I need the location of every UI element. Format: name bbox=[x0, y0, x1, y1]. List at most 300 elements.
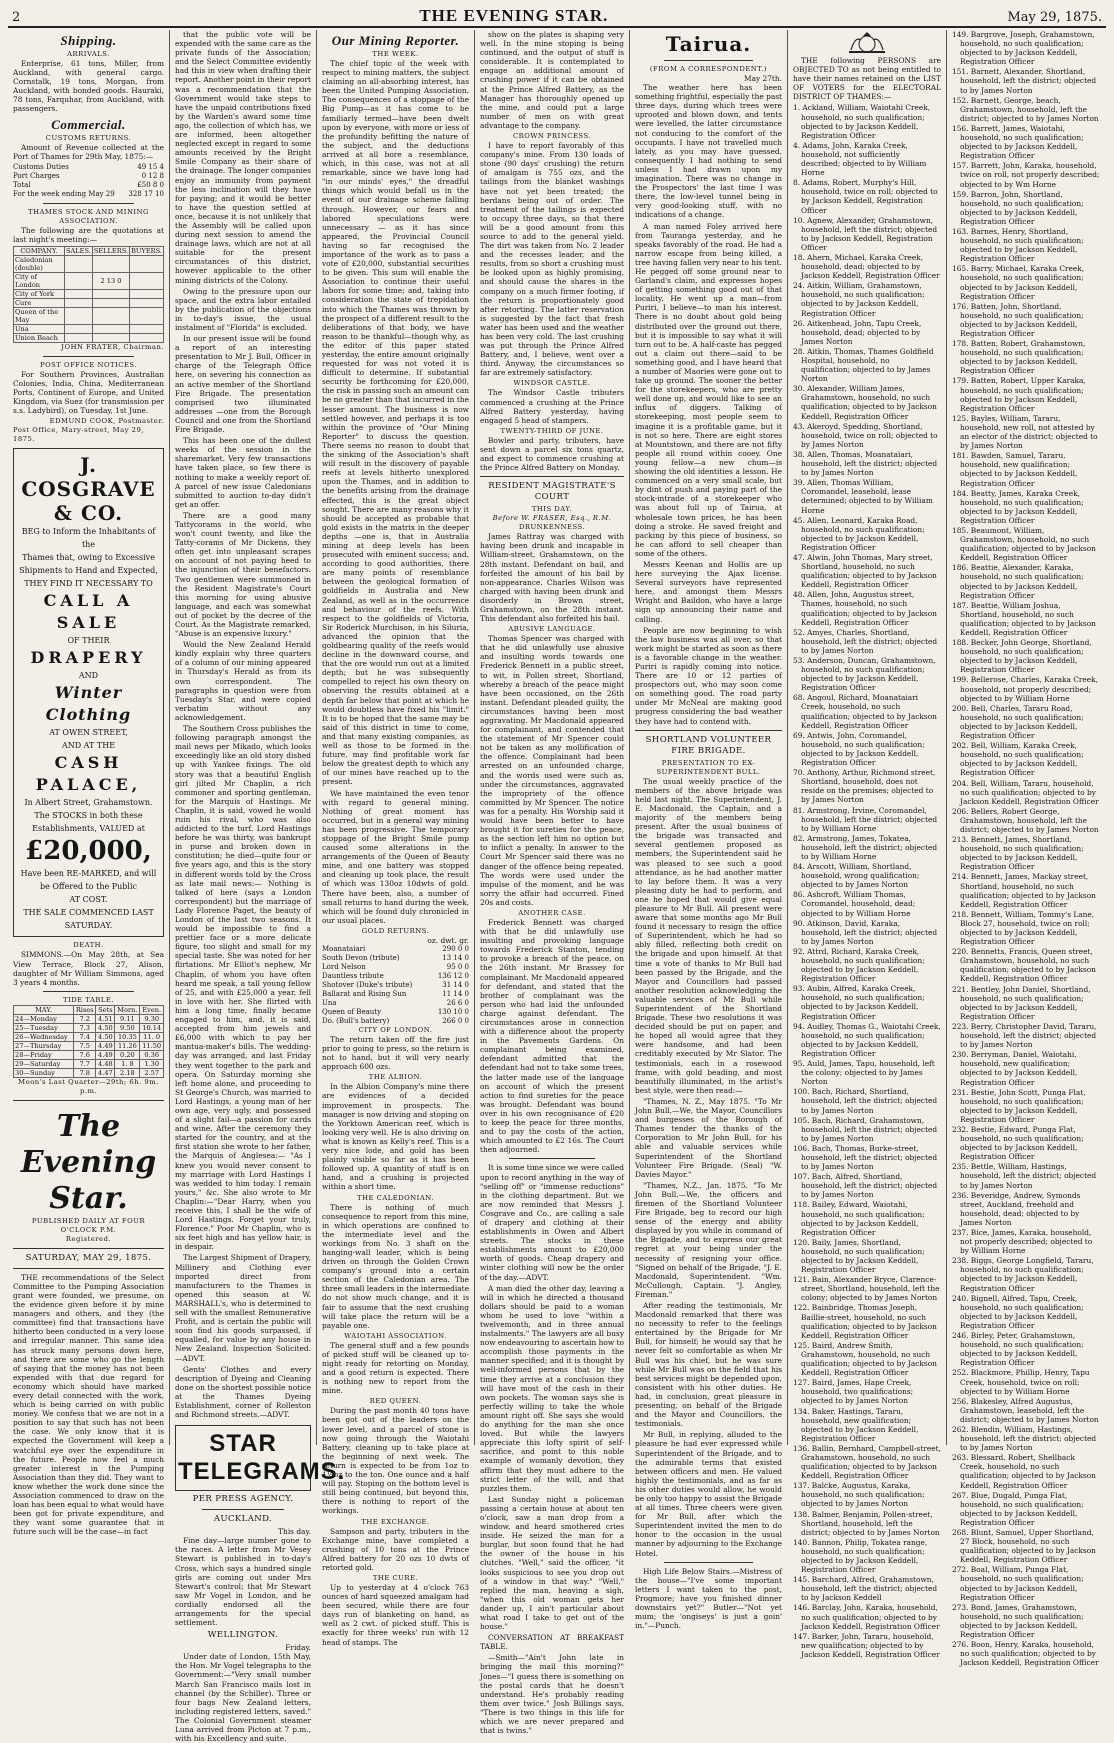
table-row bbox=[14, 255, 164, 272]
ad-line: AND AT THE bbox=[61, 741, 116, 751]
masthead bbox=[8, 6, 1106, 28]
list-item: 185. Beaumont, William, Grahamstown, household, no such qualification; objected to by Jackson Keddell, Registration Officer bbox=[952, 525, 1096, 563]
court-magistrate: Before W. FRASER, Esq., R.M. bbox=[492, 514, 612, 523]
death-heading: DEATH. bbox=[73, 941, 104, 950]
table-cell bbox=[92, 333, 129, 342]
table-cell: 2.18 bbox=[115, 1068, 140, 1077]
table-cell: Do. (Bull's battery) bbox=[322, 1017, 390, 1025]
table-cell: 25—Tuesday bbox=[14, 1023, 74, 1032]
list-item: 30. Alexander, William James, Grahamstown, household, no such qualification; objected to by Jackson Keddell, Registration Officer bbox=[793, 384, 937, 421]
list-item: 256. Blakesley, Alfred Augustus, Grahamstown, leasehold, left the district; objected to by James Norton bbox=[952, 1396, 1099, 1424]
table-cell: 11 14 0 bbox=[442, 990, 469, 998]
moon-phase: Moon's Last Quarter—29th; 6h. 9m. p.m. bbox=[18, 1077, 159, 1095]
table-row bbox=[322, 1017, 469, 1026]
table-cell: 13 14 0 bbox=[442, 954, 469, 962]
article-paragraph: There are a good many Tattycorams in the world, who won't count twenty, and like the Tatty-corams of Mr Dickens, they often get into unpleasant scrapes on account of not paying heed to the injunction of their benefactors. Two gentlemen were summoned in the Resident Magistrate's Court this morning for using abusive language, and each was somewhat out of pocket by the decree of the Court. As the Magistrate remarked, "Abuse is an expensive luxury." bbox=[175, 510, 311, 639]
article-paragraph: Mr Bull, in replying, alluded to the pleasure he had ever expressed while Superintendent of the Brigade, and to the admirable terms that existed between officers and men. He valued highly the testimonials, and as far as his other duties would allow, he would be only too happy to assist the Brigade at all times. Three cheers were given for Mr Bull, after which the Superintendent invited the men to do honor to the occasion in the usual manner by adjourning to the Exchange Hotel. bbox=[635, 1430, 782, 1558]
table-cell: 0.36 bbox=[140, 1050, 164, 1059]
table-row bbox=[13, 190, 164, 199]
list-item: 202. Bell, William, Karaka Creek, household, no such qualification; objected to by Jackson Keddell, Registration Officer bbox=[952, 741, 1084, 778]
list-item: 82. Armstrong, James, Tokatea, household, left the district; objected to by William Horne bbox=[793, 833, 938, 861]
table-cell: 27—Thursday bbox=[14, 1041, 74, 1050]
divider bbox=[13, 1248, 164, 1249]
arrivals-heading: ARRIVALS. bbox=[67, 50, 110, 58]
table-cell: 11. 0 bbox=[140, 1032, 164, 1041]
paper-published: PUBLISHED DAILY AT FOUR O'CLOCK P.M. bbox=[31, 1216, 146, 1234]
table-cell bbox=[92, 324, 129, 333]
table-cell: Una bbox=[14, 324, 65, 333]
week-heading: THE WEEK. bbox=[372, 50, 419, 58]
table-cell bbox=[64, 298, 92, 307]
list-item: 10. Agnew, Alexander, Grahamstown, household, left the district; objected to by Jackson Keddell, Registration Officer bbox=[793, 215, 938, 252]
table-cell: 4.50 bbox=[96, 1032, 115, 1041]
table-cell: 4.48 bbox=[96, 1059, 115, 1068]
wellington-text: Under date of London, 15th May, the Hon. Mr Vogel telegraphs to the Government:—"Very small number March San Francisco mails lost in channel (by the Schiller). Three or four bags New Zealand letters, including registered letters, saved." The Colonial Government steamer Luna arrived from Picton at 7 p.m., with his Excellency and suite. bbox=[175, 1652, 311, 1743]
table-row bbox=[322, 990, 469, 999]
table-cell bbox=[130, 307, 164, 324]
fire-brigade-heading: SHORTLAND VOLUNTEER FIRE BRIGADE. bbox=[645, 734, 772, 756]
table-cell: Cure bbox=[14, 298, 65, 307]
table-row bbox=[13, 172, 164, 181]
list-item: 145. Barchard, Alfred, Grahamstown, household, left the district; objected to by Jackson Keddell bbox=[793, 1575, 938, 1603]
table-cell: 95 0 0 bbox=[446, 963, 469, 971]
ad-line: THEY FIND IT NECESSARY TO bbox=[24, 579, 153, 589]
list-item: 200. Bell, Charles, Tararu Road, household, no such qualification; objected to by Jackson Keddell, Registration Officer bbox=[952, 703, 1084, 741]
list-item: 221. Bentley, John Daniel, Shortland, household, no such qualification; objected to by Jackson Keddell, Registration Officer bbox=[952, 984, 1091, 1021]
table-cell: 4.47 bbox=[96, 1068, 115, 1077]
table-row bbox=[14, 289, 164, 298]
table-cell: Caledonian (double) bbox=[14, 255, 65, 272]
table-cell: 31 14 0 bbox=[442, 981, 469, 989]
table-row bbox=[322, 963, 469, 972]
table-cell: Lord Nelson bbox=[322, 963, 366, 971]
list-item: 236. Beveridge, Andrew, Symonds street, Auckland, freehold and household, dead; objected to by James Norton bbox=[952, 1190, 1081, 1227]
column-header: Sets bbox=[96, 1005, 115, 1014]
divider bbox=[43, 356, 134, 357]
wellington-heading: WELLINGTON. bbox=[207, 1630, 279, 1641]
list-item: 84. Arscott, William, Shortland, household, wrong qualification; objected to by James Norton bbox=[793, 862, 920, 890]
table-row bbox=[14, 1068, 164, 1077]
auckland-dateline: This day. bbox=[278, 1527, 311, 1537]
stock-heading: THAMES STOCK AND MINING ASSOCIATION. bbox=[28, 207, 149, 225]
list-item: 230. Berryman, Daniel, Waiotahi, household, new qualification; objected to by Jackson Keddell, Registration Officer bbox=[952, 1050, 1078, 1087]
column-5 bbox=[630, 30, 788, 1631]
list-item: 52. Amyes, Charles, Shortland, household, left the district; objected to by James Norton bbox=[793, 627, 938, 655]
table-row bbox=[14, 272, 164, 289]
table-cell bbox=[64, 272, 92, 289]
stock-intro: The following are the quotations at last night's meeting:— bbox=[13, 225, 164, 244]
section-heading: RED QUEEN. bbox=[369, 1397, 422, 1406]
list-item: 206. Bellers, Robert George, Grahamstown, household, left the district; objected to by James Norton bbox=[952, 806, 1099, 834]
case-heading: ANOTHER CASE. bbox=[518, 908, 586, 917]
list-item: 149. Bargrove, Joseph, Grahamstown, household, no such qualification; objected to by Jackson Keddell, Registration Officer bbox=[952, 30, 1095, 67]
case-heading: DRUNKENNESS. bbox=[518, 523, 586, 532]
tide-table bbox=[13, 1005, 164, 1078]
list-item: 184. Beatty, James, Karaka Creek, household, no such qualification; objected to by Jackson Keddell, Registration Officer bbox=[952, 488, 1084, 525]
table-cell: 7.8 bbox=[74, 1068, 96, 1077]
table-cell: 9.11 bbox=[115, 1014, 140, 1023]
table-cell: 136 12 0 bbox=[437, 972, 469, 980]
section-heading: TWENTY-THIRD OF JUNE. bbox=[500, 426, 604, 435]
ad-line: In Albert Street, Grahamstown. bbox=[24, 798, 153, 808]
list-item: 147. Barker, John, Tararu, household, new qualification; objected to by Jackson Keddell, Registration Officer bbox=[793, 1631, 940, 1659]
royal-crest-icon bbox=[845, 32, 889, 54]
table-cell: 26 6 0 bbox=[446, 999, 469, 1007]
list-item: 100. Bach, Richard, Shortland, household, left the district; objected to by James Norton bbox=[793, 1087, 938, 1115]
list-item: 122. Bainbridge, Thomas Joseph, Baillie-street, household, no such qualification; objected to by Jackson Keddell, Registration Officer bbox=[793, 1303, 937, 1340]
list-item: 232. Bestie, Edward, Punga Flat, household, no such qualification; objected to by Jackson Keddell, Registration Officer bbox=[952, 1124, 1084, 1162]
column-header: SALES. bbox=[65, 246, 91, 255]
table-cell: 30—Sunday bbox=[14, 1068, 74, 1077]
article-paragraph: Frederick Bennett was charged with that he did unlawfully use insulting and provoking language towards Frederick Stanton, tending to provoke a breach of the peace, on the 26th instant. Mr Brassey for complainant. Mr Macdonald appeared for defendant, and stated that the brother of complainant was the person who had laid the unfounded charge against defendant. The circumstances arose in connection with a difference about the property in the Pavements Gardens. On complainant being examined, defendant admitted that the defendant had not to take some trees, the latter made use of the language on account of which the present action to find sureties for the peace was brought. Defendant was bound over in his own recognisance of £20 to keep the peace for three months, and to pay the costs of the action, which amounted to £2 16s. The Court then adjourned. bbox=[480, 917, 624, 1155]
article-paragraph: A man died the other day, leaving a will in which he directed a thousand dollars should be paid to a woman whom he used to love "within a twelvemonth, and in three annual instalments." The lawyers are all busy now endeavouring to ascertain how to accomplish those payments in the manner specified; and it is thought by well-informed persons that by the time they arrive at a conclusion they will have most of the cash in their own pockets. The woman says she is perfectly willing to take the whole amount right off. She says she would do anything for the man she once loved. But while the lawyers appreciate this lofty spirit of self-sacrifice, and point to this noble example of womanly devotion, they affirm that they must adhere to the strict letter of the will, and that puzzles them. bbox=[480, 1283, 624, 1493]
list-item: 4. Adams, John, Karaka Creek, household, not sufficiently described; objected to by William Horne bbox=[793, 140, 927, 178]
list-item: 136. Ballin, Bernhard, Campbell-street, Grahamstown, household, no such qualification; objected to by Jackson Keddell, Registration Officer bbox=[793, 1443, 941, 1481]
table-cell: South Devon (tribute) bbox=[322, 954, 400, 962]
table-row bbox=[13, 181, 164, 190]
list-item: 223. Berry, Christopher David, Tararu, household, left the district; objected to by James Norton bbox=[952, 1021, 1097, 1050]
table-cell bbox=[92, 307, 129, 324]
shipping-heading: Shipping. bbox=[60, 33, 117, 48]
post-heading: POST OFFICE NOTICES. bbox=[40, 360, 137, 369]
table-cell: 4.49 bbox=[96, 1050, 115, 1059]
list-item: 38. Allen, Thomas, Moanataiari, household, left the district; objected to by James Norton bbox=[793, 449, 938, 478]
table-cell bbox=[92, 255, 129, 272]
table-cell bbox=[92, 298, 129, 307]
column-7 bbox=[947, 30, 1106, 1668]
table-row bbox=[322, 954, 469, 963]
table-cell: 28—Friday bbox=[14, 1050, 74, 1059]
article-paragraph: The weather here has been something frightful, especially the past three days, during which trees were uprooted and blown down, and tents were levelled, the latter circumstance not conducing to the comfort of the occupants. I have not travelled much lately, as you may have guessed, consequently I had nothing to send unless I had drawn upon my imagination. There was no change in the Prospectors' the last time I was there, the low-level tunnel being in very good-looking stuff, with no indications of a change. bbox=[635, 83, 782, 220]
table-row bbox=[14, 1041, 164, 1050]
divider bbox=[202, 1509, 284, 1510]
columns bbox=[8, 30, 1106, 1743]
list-item: 106. Bach, Thomas, Burke-street, household, left the district; objected to by James Norton bbox=[793, 1143, 938, 1172]
list-item: 240. Bignell, Alfred, Tapu, Creek, household, no such qualification; objected to by Jackson Keddell, Registration Officer bbox=[952, 1293, 1084, 1330]
court-heading: RESIDENT MAGISTRATE'S COURT bbox=[488, 481, 616, 503]
masthead-title: THE EVENING STAR. bbox=[419, 6, 609, 25]
list-item: 237. Bice, James, Karaka, household, not properly described; objected to by William Horne bbox=[952, 1228, 1093, 1256]
table-cell: 11.26 bbox=[115, 1041, 140, 1050]
table-cell: 11.50 bbox=[140, 1041, 164, 1050]
table-cell bbox=[130, 272, 164, 289]
article-paragraph: High Life Below Stairs.—Mistress of the house—"I've some important letters I want taken to the post, Progmore; have you finished dinner downstairs yet?" Butler—"Not yet mum; the 'ongiseys' is just a goin' in."—Punch. bbox=[635, 1566, 782, 1631]
column-6 bbox=[788, 30, 947, 1659]
ad-line: DRAPERY bbox=[30, 648, 147, 668]
stock-table bbox=[13, 246, 164, 343]
list-item: 48. Allen, John, Augustus street, Thames, household, no such qualification; objected to by Jackson Keddell, Registration Officer bbox=[793, 590, 937, 627]
list-item: 178. Batten, Robert, Grahamstown, household, no such qualification; objected to by Jackson Keddell, Registration Officer bbox=[952, 339, 1086, 376]
table-cell: 4.51 bbox=[96, 1014, 115, 1023]
article-paragraph: The general stuff and a few pounds of picked stuff will be cleaned up to-night ready for retorting on Monday, and a good return is expected. There is nothing new to report from the mine. bbox=[322, 1340, 469, 1396]
presentation-heading: PRESENTATION TO EX-SUPERINTENDENT BULL. bbox=[656, 758, 761, 776]
tide-heading: TIDE TABLE. bbox=[63, 995, 114, 1004]
table-cell bbox=[64, 289, 92, 298]
list-item: 220. Bennetts, Francis, Queen street, Grahamstown, household, no such qualification; objected to by Jackson Keddell, Registration Officer bbox=[952, 947, 1096, 984]
list-item: 159. Barron, John, Shortland, household, no such qualification; objected to by Jackson Keddell, Registration Officer bbox=[952, 189, 1084, 226]
list-item: 214. Bennett, James, Mackay street, Shortland, household, no such qualification; objected to by Jackson Keddell, Registration Officer bbox=[952, 872, 1096, 909]
case-heading: ABUSIVE LANGUAGE. bbox=[508, 625, 596, 634]
customs-value: £50 8 0 bbox=[137, 180, 164, 189]
table-cell: Queen of Beauty bbox=[322, 1008, 382, 1016]
customs-value: 0 12 8 bbox=[141, 171, 164, 180]
table-cell: 7.3 bbox=[74, 1023, 96, 1032]
gold-returns-table bbox=[322, 945, 469, 1026]
list-item: 213. Bennett, James, Shortland, household, no such qualification; objected to by Jackson Keddell, Registration Officer bbox=[952, 835, 1084, 872]
table-cell bbox=[130, 255, 164, 272]
press-agency-subheading: PER PRESS AGENCY. bbox=[192, 1494, 294, 1505]
list-item: 28. Aitkin, Thomas, Thames Goldfield Hospital, household, no qualification; objected to by James Norton bbox=[793, 346, 934, 384]
table-cell bbox=[130, 324, 164, 333]
ad-line: CALL A SALE bbox=[43, 591, 134, 633]
tairua-heading: Tairua. bbox=[665, 32, 752, 56]
list-item: 90. Atkinson, David, Karaka, household, left the district; objected to by James Norton bbox=[793, 918, 938, 946]
article-paragraph: CONVERSATION AT BREAKFAST TABLE. bbox=[480, 1633, 624, 1652]
advertisement-paragraph: Gents' Clothes and every description of Dyeing and Cleaning done on the shortest possible notice at the Thames Dyeing Establishment, corner of Rolleston and Richmond streets.—ADVT. bbox=[175, 1364, 311, 1420]
ad-line: £20,000, bbox=[25, 836, 152, 867]
table-cell: Moanataiari bbox=[322, 945, 366, 953]
stock-signature: JOHN FRATER, Chairman. bbox=[61, 342, 164, 351]
table-cell: City of York bbox=[14, 289, 65, 298]
column-header: SELLERS. bbox=[93, 246, 129, 255]
section-heading: CITY OF LONDON. bbox=[358, 1026, 433, 1034]
table-cell: Dauntless tribute bbox=[322, 972, 384, 980]
article-paragraph: "Thames, N. Z., May 1875. "To Mr John Bull,—We, the Mayor, Councillors and burgesses of the Borough of Thames tender the thanks of the Corporation to Mr John Bull, for his able and valuable services while Superintendent of the Shortland Volunteer Fire Brigade. (Seal) "W. Davies Mayor." bbox=[635, 1096, 782, 1179]
list-item: 39. Allen, Thomas William, Coromandel, leasehold, lease determined; objected to by William Horne bbox=[793, 478, 933, 515]
list-item: 238. Biggs, George Longfield, Tararu, household, no such qualification; objected to by Jackson Keddell, Registration Officer bbox=[952, 1256, 1094, 1293]
table-cell: 4.50 bbox=[96, 1023, 115, 1032]
table-row bbox=[13, 163, 164, 172]
objections-intro: THE following PERSONS are OBJECTED TO as not being entitled to have their names retained on the LIST OF VOTERS for the ELECTORAL DISTRICT OF THAMES:— bbox=[793, 56, 941, 102]
death-text: SIMMONS.—On May 28th, at Sea View Terrace, Block 27, Alison, daughter of Mr William Simmons, aged 3 years 4 months. bbox=[13, 950, 164, 987]
divider bbox=[664, 60, 752, 61]
table-cell: 1. 8 bbox=[115, 1059, 140, 1068]
article-paragraph: After reading the testimonials, Mr Macdonald remarked that there was no necessity to refer to the feelings entertained by the Brigade for Mr Bull, for himself; he would say that he never felt so comfortable as when Mr Bull was his chief, but he was sure while Mr Bull was on the field that his best services might be depended upon, consistent with his other duties. He had, in conclusion, great pleasure in presenting, on behalf of the Brigade and the Mayor and Councillors, the testimonials. bbox=[635, 1301, 782, 1429]
table-cell: Queen of the May bbox=[14, 307, 65, 324]
auckland-heading: AUCKLAND. bbox=[213, 1514, 273, 1525]
table-cell: 29—Saturday bbox=[14, 1059, 74, 1068]
list-item: 218. Bennett, William, Tommy's Lane, Block 27, household, twice on roll; objected to by Jackson Keddell, Registration Officer bbox=[952, 909, 1095, 947]
list-item: 246. Birley, Peter, Grahamstown, household, no such qualification; objected to by Jackson Keddell, Registration Officer bbox=[952, 1331, 1084, 1368]
divider bbox=[664, 1562, 752, 1563]
article-paragraph: In the Albion Company's mine there are evidences of a decided improvement in prospects. The manager is now driving and stoping on the Yorktown American reef, which is looking very well. He is also driving on what is known as Kelly's reef. This is a very nice lode, and gold has been plainly visible so far as it has been followed up. A quantity of stuff is on hand, and a crushing is projected within a short time. bbox=[322, 1082, 469, 1192]
list-item: 268. Blunt, Samuel, Upper Shortland, 27 Block, household, no such qualification; objected to by Jackson Keddell, Registration Officer bbox=[952, 1528, 1096, 1565]
list-item: 105. Bach, Richard, Grahamstown, household, left the district; objected to by James Norton bbox=[793, 1115, 938, 1143]
article-paragraph: People are now beginning to wish the law business was all over, so that work might be started as soon as there is a favorable change in the weather. Puriri is rapidly coming into notice. There are 10 or 12 parties of prospectors out, who may soon come on something good. The road party under Mr McNeal are making good progress considering the bad weather they have had to contend with. bbox=[635, 625, 782, 726]
gold-returns-heading: GOLD RETURNS. bbox=[361, 926, 430, 935]
list-item: 186. Beattie, Alexander, Karaka, household, no such qualification; objected to by Jackson Keddell, Registration Officer bbox=[952, 563, 1084, 600]
gold-units: oz. dwt. gr. bbox=[427, 935, 469, 945]
customs-label: Total bbox=[13, 180, 31, 189]
list-item: 273. Bond, James, Grahamstown, household, no such qualification; objected to by Jackson Keddell, Registration Officer bbox=[952, 1602, 1084, 1640]
table-cell bbox=[130, 289, 164, 298]
court-day: THIS DAY. bbox=[531, 505, 573, 514]
article-paragraph: show on the plates is shaping very well. In the mine stoping is being continued, and the output of stuff is considerable. It is contemplated to engage an additional amount of crushing power if it can be obtained at the Prince Alfred Battery, as the Manager has thoroughly opened up the mine, and could put a large number of men on with great advantage to the company. bbox=[480, 30, 624, 130]
article-paragraph: There is nothing of much consequence to report from this mine, in which operations are confined to the intermediate level and the workings from No. 3 shaft on the hanging-wall leader, which is being driven on through the Golden Crown company's ground into a certain section of the Caledonian area. The three small leaders in the intermediate do not show much change, and it is fair to assume that the next crushing will take place the return will be a payable one. bbox=[322, 1202, 469, 1330]
article-paragraph: Sampson and party, tributers in the Exchange mine, have completed a crushing of 10 tons at the Prince Alfred battery for 20 ozs 10 dwts of retorted gold. bbox=[322, 1526, 469, 1572]
table-cell: Shotover (Duke's tribute) bbox=[322, 981, 413, 989]
list-item: 187. Beattie, William Joshua, Shortland, household, no such qualification; objected to by Jackson Keddell, Registration Officer bbox=[952, 600, 1096, 637]
column-header: Even. bbox=[140, 1005, 164, 1014]
table-cell: 10.14 bbox=[140, 1023, 164, 1032]
divider bbox=[13, 1268, 164, 1269]
table-row bbox=[322, 1008, 469, 1017]
list-item: 18. Ahern, Michael, Karaka Creek, household, dead; objected to by Jackson Keddell, Registration Officer bbox=[793, 252, 940, 281]
table-cell: City of London bbox=[14, 272, 65, 289]
paper-nameplate bbox=[13, 1109, 164, 1244]
section-heading: CROWN PRINCESS. bbox=[512, 132, 592, 141]
section-heading: THE ALBION. bbox=[368, 1073, 423, 1082]
list-item: 272. Boal, William, Punga Flat, household, no such qualification; objected to by Jackson Keddell, Registration Officer bbox=[952, 1565, 1084, 1602]
table-cell: 266 0 0 bbox=[442, 1017, 469, 1025]
table-row bbox=[14, 1050, 164, 1059]
table-row bbox=[14, 246, 164, 255]
article-paragraph: I have to report favorably of this company's mine. From 130 loads of stone (90 days' crushing) the return of amalgam is 755 ozs, and the tailings from the blanket washings have not yet been treated; the berdans being out of order. The treatment of the tailings is expected to occupy three days, so that there will be a good amount from this source to add to the general yield. The dirt was taken from No. 2 leader and the recesses leader, and the results, from so short a crushing must be looked upon as highly promising, and should cause the shares in the company on a much firmer footing, if the return is proportionately good after retorting. The latter reservation is suggested by the fact that fresh water has been used and the weather has been very cold. The last crushing was put through the Prince Alfred Battery, and, I believe, went over a third. Anyway, the circumstances so far are extremely satisfactory. bbox=[480, 141, 624, 378]
table-row bbox=[14, 307, 164, 324]
table-cell bbox=[64, 307, 92, 324]
list-item: 152. Barnett, George, beach, Grahamstown, household, left the district; objected to by James Norton bbox=[952, 95, 1099, 123]
table-row bbox=[14, 298, 164, 307]
post-date: Post Office, Mary-street, May 29, 1875. bbox=[13, 426, 144, 444]
table-cell bbox=[64, 324, 92, 333]
list-item: 231. Bestie, John Scott, Punga Flat, household, no such qualification; objected to by Jackson Keddell, Registration Officer bbox=[952, 1087, 1086, 1124]
post-signature: EDMUND COOK, Postmaster. bbox=[49, 417, 164, 426]
list-item: 92. Attrd, Richard, Karaka Creek, household, no such qualification; objected to by Jackson Keddell, Registration Officer bbox=[793, 946, 925, 984]
table-row bbox=[322, 981, 469, 990]
customs-table bbox=[13, 163, 164, 199]
ad-line: Shipments to Hand and Expected, bbox=[19, 566, 158, 576]
masthead-date: May 29, 1875. bbox=[1007, 10, 1102, 25]
table-cell: 7.2 bbox=[74, 1014, 96, 1023]
list-item: 138. Balmer, Benjamin, Pollen-street, Shortland, household, left the district; objected to by James Norton bbox=[793, 1509, 940, 1537]
column-4 bbox=[475, 30, 630, 1736]
article-paragraph: Bowler and party, tributers, have sent down a parcel six tons quartz, and expect to commence crushing at the Prince Alfred Battery on Monday. bbox=[480, 435, 624, 473]
list-item: 156. Barrett, James, Waiotahi, household, no such qualification; objected to by Jackson Keddell, Registration Officer bbox=[952, 123, 1084, 161]
table-cell: 7.4 bbox=[74, 1032, 96, 1041]
table-cell bbox=[64, 333, 92, 342]
column-header: Rises bbox=[74, 1005, 96, 1014]
list-item: 134. Baker, Hastings, Tararu, household, new qualification; objected to by Jackson Keddell, Registration Officer bbox=[793, 1406, 919, 1443]
list-item: 8. Adams, Robert, Murphy's Hill, household, twice on roll; objected to by Jackson Keddell, Registration Officer bbox=[793, 178, 938, 215]
list-item: 140. Bannon, Philip, Tokatea range, household, no such qualification; objected to by Jackson Keddell, Registration Officer bbox=[793, 1537, 928, 1575]
ad-line: Thames that, owing to Excessive bbox=[22, 553, 155, 563]
article-paragraph: The usual weekly practice of the members of the above brigade was held last night. The Superintendent, J. E. Macdonald, the Captain, and a majority of the members being present. After the usual business of the brigade was transacted and several gentlemen proposed as members, the Superintendent said he was pleased to see such a good attendance, as he had another matter to lay before them. It was a very pleasing duty he had to perform, and one he hoped that would give equal pleasure to Mr Bull. All present were aware that some months ago Mr Bull found it necessary to resign the office of Superintendent, which he had so ably filled, reflecting both credit on the brigade and upon himself. At that time a vote of thanks to Mr Bull had been passed by the Brigade, and the Mayor and Councillors had passed another resolution acknowledging the valuable services of Mr Bull while Superintendent of the Shortland Brigade. These two resolutions it was decided should be put on paper, and he hoped all would agree that they were handsome, and had been creditably executed by Mr Slator. The testimonials, each in a rosewood frame, with gold beading, and most beautifully illuminated, in the artist's best style, were then read:— bbox=[635, 776, 782, 1095]
article-paragraph: Up to yesterday at 4 o'clock 763 ounces of hard squeezed amalgam had been secured, while there are four days run of blanketing on hand, as well as 2 cwt. of picked stuff. This is exactly for three weeks' run with 12 head of stamps. The bbox=[322, 1582, 469, 1647]
ad-line: THE SALE COMMENCED LAST SATURDAY. bbox=[23, 908, 154, 931]
list-item: 70. Anthony, Arthur, Richmond street, Shortland, household, does not reside on the premises; objected to by James Norton bbox=[793, 768, 936, 805]
list-item: 263. Blessard, Robert, Shellback Creek, household, no such qualification; objected to by Jackson Keddell, Registration Officer bbox=[952, 1453, 1096, 1490]
article-paragraph: Thomas Spencer was charged with that he did unlawfully use abusive and insulting words towards one Frederick Bennett in a public street, to wit, in Pollen street, Shortland, whereby a breach of the peace might have been occasioned, on the 26th instant. Defendant pleaded guilty, the circumstances having been most aggravating. Mr Macdonald appeared for complainant, and contended that the statement of Mr Spencer could not be taken as any mollification of the offence. Complainant had been arrested on an unfounded charge, and the words used were such as, under the circumstances, aggravated the impropriety of the offence committed by Mr Spencer. The notice was for a penalty. His Worship said it would have been better to have brought it for sureties for the peace, as the section left him no option but to inflict a penalty. In answer to the Court Mr Spencer said there was no danger of the offence being repeated. The words were used under the impulse of the moment, and he was sorry the affair had occurred. Fined 20s and costs. bbox=[480, 634, 624, 907]
ad-line: BEG to Inform the Inhabitants of the bbox=[21, 527, 156, 550]
table-cell: 10.35 bbox=[115, 1032, 140, 1041]
objections-list bbox=[952, 30, 1101, 1667]
table-cell: 7.6 bbox=[74, 1050, 96, 1059]
list-item: 81. Armstrong, Irvine, Coromandel, household, left the district; objected to by William Horne bbox=[793, 805, 938, 833]
table-cell: 7.7 bbox=[74, 1059, 96, 1068]
list-item: 165. Barry, Michael, Karaka Creek, household, no such qualification; objected to by Jackson Keddell, Registration Officer bbox=[952, 264, 1085, 301]
list-item: 252. Blackmore, Phillip, Henry, Tapu Creek, household, twice on roll; objected to by William Horne bbox=[952, 1368, 1090, 1396]
customs-value: 49 15 4 bbox=[137, 162, 164, 171]
column-1 bbox=[8, 30, 170, 1537]
customs-heading: CUSTOMS RETURNS. bbox=[45, 133, 132, 142]
customs-intro: Amount of Revenue collected at the Port of Thames for 29th May, 1875:— bbox=[13, 142, 164, 161]
divider bbox=[635, 730, 782, 731]
ad-line: AT OWEN STREET, bbox=[49, 728, 128, 738]
ad-line: CASH PALACE, bbox=[35, 753, 142, 795]
table-cell: 2.57 bbox=[140, 1068, 164, 1077]
list-item: 107. Bach, Alfred, Shortland, household, left the district; objected to by James Norton bbox=[793, 1172, 938, 1200]
table-cell: 290 0 0 bbox=[442, 945, 469, 953]
list-item: 276. Boon, Henry, Karaka, household, no such qualification; objected to by Jackson Keddell, Registration Officer bbox=[952, 1640, 1099, 1668]
section-heading: THE EXCHANGE. bbox=[361, 1517, 430, 1526]
customs-label: Customs Duties bbox=[13, 162, 69, 171]
table-row bbox=[14, 1023, 164, 1032]
section-heading: WAIOTAHI ASSOCIATION. bbox=[344, 1331, 447, 1340]
list-item: 121. Bain, Alexander Bryce, Clarence-street, Shortland, household, left the colony; objected to by James Norton bbox=[793, 1275, 940, 1303]
ad-firm-name: J. COSGRAVE & CO. bbox=[21, 453, 156, 526]
article-paragraph: We have maintained the even tenor with regard to general mining. Nothing of great moment has occurred, but in a general way mining has been progressive. The temporary stoppage of the Bright Smile pump caused some alterations in the arrangements of the Queen of Beauty mine, and one battery was stopped and cleaning up took place, the result of which was 130oz 10dwts of gold. There have been, also, a number of small returns to hand during the week, which will be found duly chronicled in our usual places. bbox=[322, 788, 469, 925]
section-heading: THE CALEDONIAN. bbox=[357, 1193, 434, 1202]
table-cell: 2 13 0 bbox=[92, 272, 129, 289]
dateline: May 27th. bbox=[744, 74, 782, 83]
customs-label: Port Charges bbox=[13, 171, 60, 180]
paper-date: SATURDAY, MAY 29, 1875. bbox=[25, 1252, 152, 1263]
table-row bbox=[14, 1005, 164, 1014]
list-item: 68. Angoul, Richard, Moanataiari Creek, household, no such qualification; objected to by Jackson Keddell, Registration Officer bbox=[793, 693, 937, 730]
table-cell: Una bbox=[322, 999, 337, 1007]
table-cell: Ballarat and Rising Sun bbox=[322, 990, 407, 998]
customs-value: 328 17 10 bbox=[128, 189, 164, 198]
article-paragraph: Messrs Keenan and Hollis are up here surveying the Ajax license. Several surveyors have represented here, and amongst them Messrs Wright and Baildon, who have a large sign up announcing their name and calling. bbox=[635, 559, 782, 624]
article-paragraph: —Smith—"Ain't John late in bringing the mail this morning?" Jones—"I guess there is something on the postal cards that he doesn't understand. He's probably reading them over twice." Josh Billings says, "There is two things in this life for which we are never prepared and that is twins." bbox=[480, 1653, 624, 1736]
ad-line: AT COST. bbox=[69, 895, 108, 905]
table-cell: 26—Wednesday bbox=[14, 1032, 74, 1041]
star-telegrams-heading: STAR TELEGRAMS. bbox=[175, 1425, 311, 1491]
article-paragraph: The Windsor Castle tributers commenced a crushing at the Prince Alfred Battery yesterday, having engaged 5 head of stampers. bbox=[480, 388, 624, 425]
table-cell: Union Beach bbox=[14, 333, 65, 342]
article-paragraph: It is some time since we were called upon to record anything in the way of "selling off" or "immense reductions" in the clothing department. But we are now reminded that Messrs J. Cosgrave and Co., are calling a sale of drapery and clothing at their establishments in Owen and Albert streets. The stocks in these establishments amount to £20,000 worth of goods. Cheap drapery and winter clothing will now be the order of the day.—ADVT. bbox=[480, 1163, 624, 1282]
paper-registered: Registered. bbox=[65, 1234, 112, 1243]
article-paragraph: During the past month 40 tons have been got out of the leaders on the lower level, and a parcel of stone is now going through the Waiotahi Battery, cleaning up to take place at the beginning of next week. The return is expected to be from 1oz to 1½oz to the ton. One ounce and a half will pay. Stoping on the bottom level is still being continued, but beyond this, there is nothing to report of the workings. bbox=[322, 1406, 469, 1516]
list-item: 262. Blendin, William, Hastings, household, left the district; objected to by James Norton bbox=[952, 1424, 1097, 1453]
divider bbox=[43, 203, 134, 204]
advertisement-paragraph: The Largest Shipment of Drapery, Millinery and Clothing ever imported direct from manufacturers to the Thames is opened this season at W. MARSHALL's, who is determined to sell with the smallest Remunerative Profit, and is certain the public will soon find his goods surpassed, if equalled, for value by any house in New Zealand. Inspection Solicited.—ADVT. bbox=[175, 1253, 311, 1363]
list-item: 267. Blue, Dugald, Punga Flat, household, no such qualification; objected to by Jackson Keddell, Registration Officer bbox=[952, 1490, 1084, 1527]
column-header: MAY. bbox=[14, 1005, 74, 1014]
editorial-text: THE recommendations of the Select Committee to the Pumping Association grant were founded, we presume, on the evidence given before it by mine managers and others, and they (the committee) find that transactions have hitherto been conducted in a very loose and irregular manner. This same idea has struck many persons down here, and there are some who go the length of saying that the money has not been expended with that due regard for economy which should have marked every detail connected with the work, which is being carried on with public money. We confess that we are not in a position to say that such has not been the case. We only know that it is expected the Government will keep a watchful eye over the expenditure in the future. People now feel a much greater interest in the Pumping Association than they did. They want to know whether the work done since the Association commenced to draw on the loan has been equal to what would have been got for private expenditure, and they want some guarantee that in future such will be the case—in fact bbox=[13, 1272, 164, 1537]
cosgrave-advertisement bbox=[13, 448, 164, 937]
table-cell: 4.49 bbox=[96, 1041, 115, 1050]
auckland-text: Fine day—large number gone to the races. A letter from Mr Vesey Stewart is published in to-day's Cross, which says a hundred single girls are coming out under Mrs Stewart's control; that Mr Stewart saw Mr Vogel in London, and he cordially endorsed all the arrangements for the special settlement. bbox=[175, 1536, 311, 1628]
table-cell: 1.30 bbox=[140, 1059, 164, 1068]
list-item: 24. Aitkin, William, Grahamstown, household, no such qualification; objected to by Jackson Keddell, Registration Officer bbox=[793, 281, 925, 318]
list-item: 157. Barrett, John, Karaka, household, twice on roll, not properly described; objected to by Wm Horne bbox=[952, 161, 1100, 189]
list-item: 93. Aubin, Alfred, Karaka Creek, household, no such qualification; objected to by Jackson Keddell, Registration Officer bbox=[793, 984, 925, 1021]
article-paragraph: In our present issue will be found a report of an interesting presentation to Mr J. Bull, Officer in charge of the Telegraph Office here, on severing his connection as an active member of the Shortland Fire Brigade. The presentation comprised two illuminated addresses —one from the Borough Council and one from the Shortland Fire Brigade. bbox=[175, 334, 311, 435]
list-item: 43. Akeroyd, Spedding, Shortland, household, twice on roll; objected to by James Norton bbox=[793, 421, 938, 449]
ad-line: Winter Clothing bbox=[45, 683, 132, 725]
commercial-heading: Commercial. bbox=[51, 116, 126, 132]
table-row bbox=[14, 1059, 164, 1068]
table-cell: 24—Monday bbox=[14, 1014, 74, 1023]
list-item: 188. Becker, John George, Shortland, household, no such qualification; objected to by Jackson Keddell, Registration Officer bbox=[952, 638, 1092, 675]
list-item: 86. Ashcroft, William Thomas, Coromandel, household, dead; objected to by William Horne bbox=[793, 890, 916, 918]
list-item: 45. Allen, Leonard, Karaka Road, household, no such qualification; objected to by Jackson Keddell, Registration Officer bbox=[793, 515, 925, 552]
article-paragraph: Owing to the pressure upon our space, and the extra labor entailed by the publication of the objections in to-day's issue, the usual instalment of "Florida" is excluded. bbox=[175, 286, 311, 332]
table-cell: 9.50 bbox=[115, 1023, 140, 1032]
column-3 bbox=[317, 30, 475, 1647]
arrivals-text: Enterprise, 61 tons, Miller, from Auckland, with general cargo. Cornstalk, 19 tons, Morgan, from Auckland, with bonded goods. Hauraki, 78 tons, Farquhar, from Auckland, with passengers. bbox=[13, 59, 164, 114]
